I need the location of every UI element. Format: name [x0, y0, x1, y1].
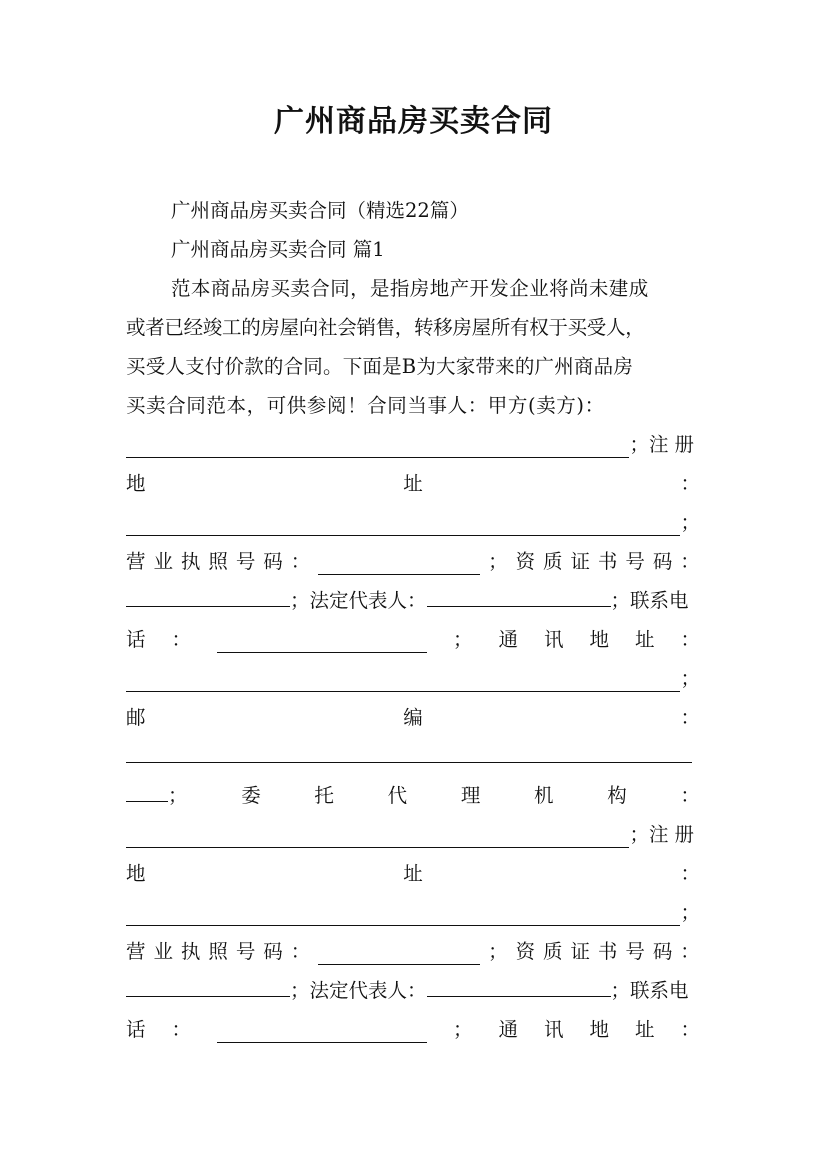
char: 通: [498, 628, 518, 651]
char: ：: [680, 706, 700, 729]
char: 构: [607, 784, 627, 807]
colon-label: ：: [680, 472, 700, 495]
char: 号: [625, 550, 645, 573]
seller-name-row: [126, 432, 700, 458]
char: 地: [589, 628, 609, 651]
char: 邮: [126, 706, 146, 729]
char: 照: [208, 940, 228, 963]
char: ：: [680, 784, 700, 807]
register-address-row: [126, 471, 700, 497]
register-address-blank-2: [126, 907, 680, 926]
char: 执: [180, 940, 201, 963]
char: 码: [652, 550, 673, 573]
char: 话: [126, 1018, 146, 1041]
paragraph-line-1: 范本商品房买卖合同，是指房地产开发企业将尚未建成: [171, 277, 649, 300]
char: 号: [625, 940, 645, 963]
phone-row: [126, 627, 700, 653]
char: 址: [403, 862, 423, 885]
phone-label: ；联系电: [610, 979, 689, 1002]
char: 证: [570, 940, 590, 963]
char: 理: [460, 784, 481, 807]
char: 码: [652, 940, 673, 963]
license-row: [126, 549, 700, 575]
register-address-blank-row-2: [126, 900, 700, 926]
char: ：: [171, 1018, 192, 1041]
seller-name-blank: [126, 439, 629, 458]
legal-rep-label: ；法定代表人：: [290, 589, 427, 612]
char: 执: [180, 550, 201, 573]
zhi-label: 址: [403, 472, 423, 495]
agent-lead: ；: [126, 783, 188, 809]
char: 号: [235, 940, 256, 963]
char: 地: [126, 862, 146, 885]
char: ：: [680, 550, 700, 573]
register-label: ；注册: [629, 433, 700, 456]
intro-line-2: 广州商品房买卖合同 篇1: [171, 238, 385, 261]
char: 代: [387, 784, 408, 807]
document-title: 广州商品房买卖合同: [274, 104, 553, 139]
char: 书: [597, 940, 618, 963]
postcode-blank: [126, 762, 692, 763]
license-blank-2: [318, 946, 480, 965]
char: 质: [543, 550, 563, 573]
char: 讯: [543, 1018, 564, 1041]
char: 证: [570, 550, 590, 573]
semicolon: ；: [680, 667, 700, 690]
legal-rep-blank-2: [427, 978, 611, 997]
char: 资: [515, 550, 536, 573]
agent-row: [126, 783, 700, 809]
char: ：: [680, 862, 700, 885]
legal-rep-row-2: [126, 978, 700, 1004]
paragraph-line-4: 买卖合同范本，可供参阅！合同当事人：甲方(卖方)：: [126, 394, 605, 417]
char: 号: [235, 550, 256, 573]
char: 码: [263, 550, 283, 573]
char: 质: [543, 940, 563, 963]
license-blank: [318, 556, 480, 575]
char: 业: [153, 940, 173, 963]
semicolon: ；: [680, 901, 700, 924]
register-label-2: ；注册: [629, 823, 700, 846]
char: 照: [208, 550, 228, 573]
char: ；: [452, 628, 473, 651]
di-label: 地: [126, 472, 146, 495]
phone-blank-2: [217, 1024, 427, 1043]
semicolon: ；: [488, 940, 508, 963]
char: 地: [589, 1018, 609, 1041]
char: ：: [171, 628, 192, 651]
char: ：: [680, 940, 700, 963]
char: 营: [126, 940, 146, 963]
register-address-blank: [126, 517, 680, 536]
paragraph-line-2: 或者已经竣工的房屋向社会销售，转移房屋所有权于买受人，: [126, 316, 645, 339]
agent-name-row: [126, 822, 700, 848]
char: 通: [498, 1018, 518, 1041]
char: 资: [515, 940, 536, 963]
char: 码: [263, 940, 283, 963]
char: 编: [403, 706, 423, 729]
phone-row-2: [126, 1017, 700, 1043]
char: 机: [534, 784, 554, 807]
char: 托: [314, 784, 334, 807]
char: 委: [241, 784, 261, 807]
char: ：: [290, 940, 311, 963]
cert-blank: [126, 588, 290, 607]
cert-blank-2: [126, 978, 290, 997]
paragraph-line-3: 买受人支付价款的合同。下面是B为大家带来的广州商品房: [126, 355, 634, 378]
char: 话: [126, 628, 146, 651]
char: 址: [634, 628, 655, 651]
char: ：: [680, 1018, 700, 1041]
semicolon: ；: [680, 511, 700, 534]
mail-address-blank: [126, 673, 680, 692]
char: 营: [126, 550, 146, 573]
mail-address-blank-row: [126, 666, 700, 692]
phone-blank: [217, 634, 427, 653]
char: ：: [290, 550, 311, 573]
char: 址: [634, 1018, 655, 1041]
intro-line-1: 广州商品房买卖合同（精选22篇）: [171, 199, 469, 222]
char: ；: [452, 1018, 473, 1041]
char: ：: [680, 628, 700, 651]
legal-rep-row: [126, 588, 700, 614]
postcode-row: [126, 705, 700, 731]
legal-rep-label: ；法定代表人：: [290, 979, 427, 1002]
char: 讯: [543, 628, 564, 651]
register-address-row-2: [126, 861, 700, 887]
phone-label: ；联系电: [610, 589, 689, 612]
char: 书: [597, 550, 618, 573]
legal-rep-blank: [427, 588, 611, 607]
license-row-2: [126, 939, 700, 965]
semicolon: ；: [488, 550, 508, 573]
register-address-blank-row: [126, 510, 700, 536]
char: 业: [153, 550, 173, 573]
agent-name-blank: [126, 829, 629, 848]
